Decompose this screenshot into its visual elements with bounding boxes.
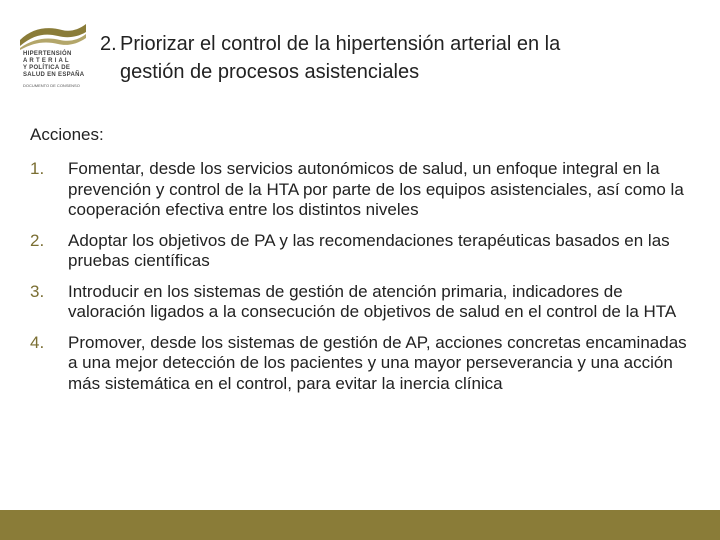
list-item-text: Promover, desde los sistemas de gestión de AP, acciones concretas encaminadas a una mejor detección de los pacientes y una mayor perseverancia y una acción más sistemática en el control, para evitar la inercia clínica bbox=[68, 332, 687, 393]
logo-wave-icon bbox=[18, 20, 90, 50]
logo-line: Y POLÍTICA DE bbox=[23, 65, 71, 71]
list-marker: 3. bbox=[30, 281, 45, 301]
logo-line: A R T E R I A L bbox=[23, 58, 69, 64]
logo bbox=[18, 20, 90, 92]
title-line-1: Priorizar el control de la hipertensión arterial en la bbox=[120, 33, 561, 55]
list-marker: 1. bbox=[30, 159, 45, 178]
actions-heading: Acciones: bbox=[30, 125, 104, 144]
logo-line: SALUD EN ESPAÑA bbox=[23, 72, 85, 78]
list-item bbox=[30, 231, 690, 272]
list-item bbox=[30, 333, 690, 395]
logo-line: HIPERTENSIÓN bbox=[23, 51, 72, 57]
list-marker: 2. bbox=[30, 230, 45, 250]
list-marker: 4. bbox=[30, 332, 45, 352]
title-line-2: gestión de procesos asistenciales bbox=[120, 61, 420, 83]
actions-list bbox=[30, 159, 690, 404]
list-item-text: Introducir en los sistemas de gestión de atención primaria, indicadores de valoración ligados a la consecución de objetivos de salud en el control de la HTA bbox=[68, 281, 677, 321]
list-item bbox=[30, 282, 690, 323]
footer-bar bbox=[0, 510, 720, 540]
list-item-text: Adoptar los objetivos de PA y las recomendaciones terapéuticas basados en las pruebas científicas bbox=[68, 230, 670, 270]
list-item bbox=[30, 159, 690, 221]
slide-title bbox=[100, 30, 700, 86]
list-item-text: Fomentar, desde los servicios autonómicos de salud, un enfoque integral en la prevención y control de la HTA por parte de los equipos asistenciales, así como la cooperación efectiva entre los distintos niveles bbox=[68, 159, 684, 219]
logo-footer: DOCUMENTO DE CONSENSO bbox=[23, 83, 80, 88]
title-number: 2. bbox=[100, 33, 117, 55]
